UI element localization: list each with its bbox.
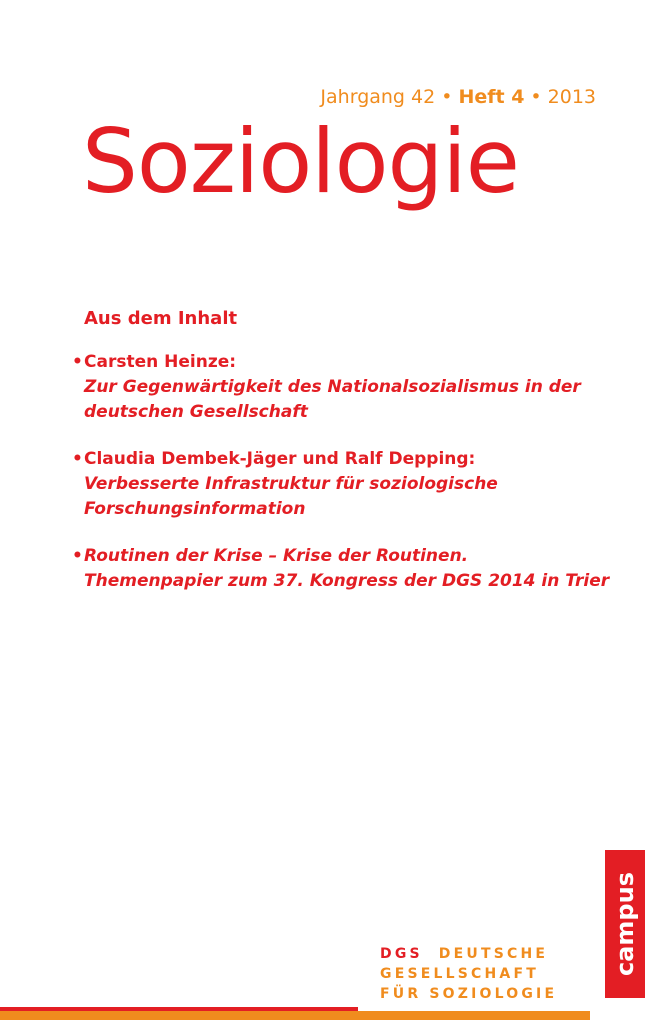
entry-title-line: Themenpapier zum 37. Kongress der DGS 2014 in Trier: [84, 571, 610, 591]
bullet-icon: •: [72, 449, 83, 469]
society-abbr: DGS: [380, 946, 423, 962]
journal-title: Soziologie: [82, 110, 519, 213]
society-logo: [380, 944, 557, 1004]
bullet-icon: •: [72, 352, 83, 372]
entry-title-line: Forschungsinformation: [84, 499, 306, 519]
publisher-name: campus: [611, 872, 639, 976]
contents-heading: Aus dem Inhalt: [84, 308, 238, 329]
entry-title-line: Verbesserte Infrastruktur für soziologische: [84, 474, 498, 494]
heft-label: Heft 4: [458, 86, 525, 108]
society-line: DEUTSCHE: [438, 946, 549, 962]
contents-entry: [72, 447, 632, 522]
separator-dot: •: [441, 86, 453, 108]
bottom-rule-orange: [0, 1011, 590, 1020]
year-label: 2013: [547, 86, 596, 108]
entry-title-line: Zur Gegenwärtigkeit des Nationalsozialismus in der: [84, 377, 581, 397]
contents-list: [72, 350, 632, 616]
contents-entry: [72, 544, 632, 594]
entry-title-line: deutschen Gesellschaft: [84, 402, 308, 422]
separator-dot: •: [530, 86, 542, 108]
bullet-icon: •: [72, 546, 83, 566]
publisher-logo: [605, 850, 645, 998]
entry-title-line: Routinen der Krise – Krise der Routinen.: [84, 546, 469, 566]
volume-label: Jahrgang 42: [320, 86, 436, 108]
issue-info: [320, 86, 596, 108]
entry-author: Claudia Dembek-Jäger und Ralf Depping:: [84, 449, 476, 469]
society-line: GESELLSCHAFT: [380, 966, 539, 982]
contents-entry: [72, 350, 632, 425]
society-line: FÜR SOZIOLOGIE: [380, 986, 558, 1002]
entry-author: Carsten Heinze:: [84, 352, 237, 372]
